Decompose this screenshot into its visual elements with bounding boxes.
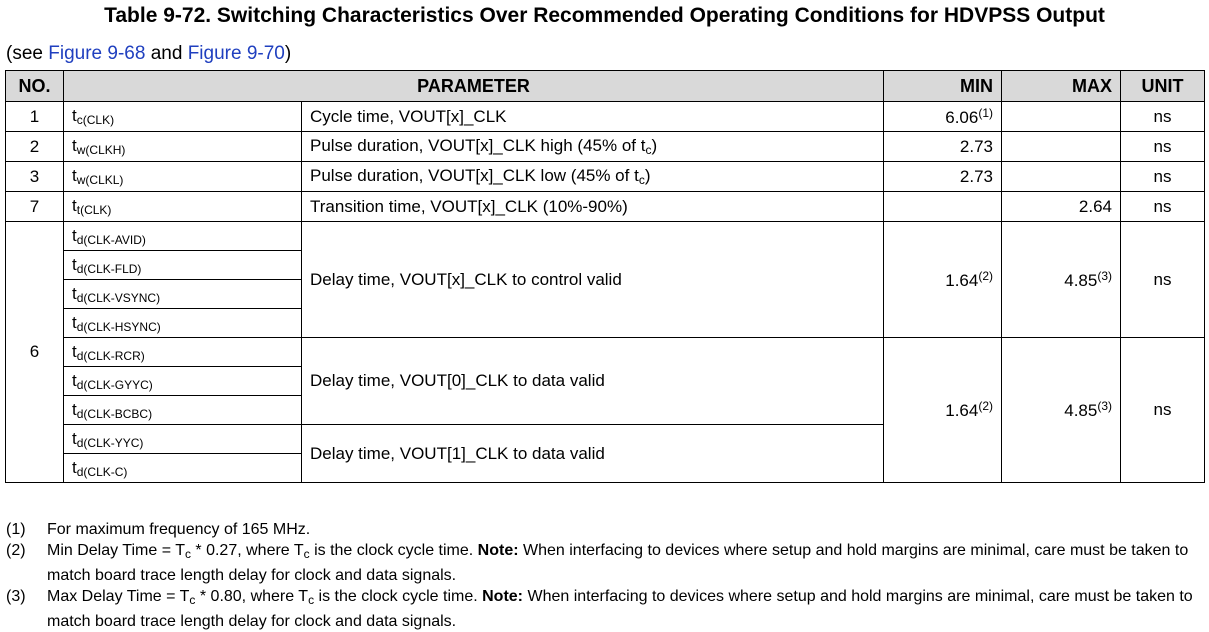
row-min: 1.64$^{(2)}$ <box>884 222 1002 338</box>
figure-9-70-link[interactable]: Figure 9-70 <box>187 43 285 64</box>
row-description: Transition time, VOUT[x]_CLK (10%-90%) <box>302 192 884 222</box>
row-unit: ns <box>1121 338 1205 483</box>
table-row <box>6 132 1205 162</box>
header-row <box>6 71 1205 102</box>
header-unit: UNIT <box>1121 71 1205 102</box>
row-max <box>1002 162 1121 192</box>
footnote-number: (3) <box>6 588 26 605</box>
figure-reference <box>6 43 291 65</box>
table-row <box>6 222 1205 251</box>
row-symbol: $t_{d(CLK-HSYNC)}$ <box>64 309 302 338</box>
row-symbol: $t_{d(CLK-AVID)}$ <box>64 222 302 251</box>
row-description: Delay time, VOUT[0]_CLK to data valid <box>302 338 884 425</box>
footnote-text: Max Delay Time = Tc * 0.80, where Tc is the clock cycle time. Note: When interfacing to devices where setup and hold margins are minimal, care must be taken to match board trace length delay for clock and data signals. <box>47 588 1193 630</box>
table-row <box>6 192 1205 222</box>
row-symbol: $t_{c(CLK)}$ <box>64 102 302 132</box>
row-unit: ns <box>1121 132 1205 162</box>
switching-characteristics-table <box>5 70 1205 483</box>
header-no: NO. <box>6 71 64 102</box>
table-row <box>6 102 1205 132</box>
row-no: 7 <box>6 192 64 222</box>
row-max <box>1002 102 1121 132</box>
see-prefix: (see <box>6 43 49 64</box>
row-symbol: $t_{d(CLK-RCR)}$ <box>64 338 302 367</box>
row-symbol: $t_{d(CLK-VSYNC)}$ <box>64 280 302 309</box>
row-min: 2.73 <box>884 162 1002 192</box>
footnote-2 <box>6 540 1201 586</box>
row-symbol: $t_{d(CLK-YYC)}$ <box>64 425 302 454</box>
footnote-3 <box>6 586 1201 632</box>
row-unit: ns <box>1121 222 1205 338</box>
footnote-number: (1) <box>6 521 26 538</box>
row-min: 1.64$^{(2)}$ <box>884 338 1002 483</box>
row-max: 4.85$^{(3)}$ <box>1002 338 1121 483</box>
row-no: 1 <box>6 102 64 132</box>
footnote-text: Min Delay Time = Tc * 0.27, where Tc is the clock cycle time. Note: When interfacing to devices where setup and hold margins are minimal, care must be taken to match board trace length delay for clock and data signals. <box>47 542 1189 584</box>
footnotes <box>6 519 1201 632</box>
row-symbol: $t_{d(CLK-GYYC)}$ <box>64 367 302 396</box>
row-description: Pulse duration, VOUT[x]_CLK high (45% of tc) <box>302 132 884 162</box>
row-description: Pulse duration, VOUT[x]_CLK low (45% of tc) <box>302 162 884 192</box>
row-max: 4.85$^{(3)}$ <box>1002 222 1121 338</box>
see-mid: and <box>145 43 188 64</box>
row-no: 6 <box>6 222 64 483</box>
header-parameter: PARAMETER <box>64 71 884 102</box>
figure-9-68-link[interactable]: Figure 9-68 <box>48 43 146 64</box>
row-no: 2 <box>6 132 64 162</box>
row-max <box>1002 132 1121 162</box>
footnote-1 <box>6 519 1201 540</box>
row-unit: ns <box>1121 192 1205 222</box>
row-symbol: $t_{w(CLKL)}$ <box>64 162 302 192</box>
row-description: Delay time, VOUT[x]_CLK to control valid <box>302 222 884 338</box>
row-max: 2.64 <box>1002 192 1121 222</box>
row-unit: ns <box>1121 162 1205 192</box>
table-row <box>6 162 1205 192</box>
footnote-text: For maximum frequency of 165 MHz. <box>47 521 311 538</box>
table-row <box>6 338 1205 367</box>
header-max: MAX <box>1002 71 1121 102</box>
header-min: MIN <box>884 71 1002 102</box>
row-min: 6.06$^{(1)}$ <box>884 102 1002 132</box>
table-title: Table 9-72. Switching Characteristics Over Recommended Operating Conditions for HDVPSS Output <box>104 4 1105 27</box>
row-unit: ns <box>1121 102 1205 132</box>
row-symbol: $t_{d(CLK-FLD)}$ <box>64 251 302 280</box>
row-symbol: $t_{w(CLKH)}$ <box>64 132 302 162</box>
row-min: 2.73 <box>884 132 1002 162</box>
row-description: Delay time, VOUT[1]_CLK to data valid <box>302 425 884 483</box>
see-suffix: ) <box>284 43 292 64</box>
footnote-number: (2) <box>6 542 26 559</box>
row-no: 3 <box>6 162 64 192</box>
row-symbol: $t_{d(CLK-BCBC)}$ <box>64 396 302 425</box>
row-min <box>884 192 1002 222</box>
row-symbol: $t_{t(CLK)}$ <box>64 192 302 222</box>
row-symbol: $t_{d(CLK-C)}$ <box>64 454 302 483</box>
row-description: Cycle time, VOUT[x]_CLK <box>302 102 884 132</box>
